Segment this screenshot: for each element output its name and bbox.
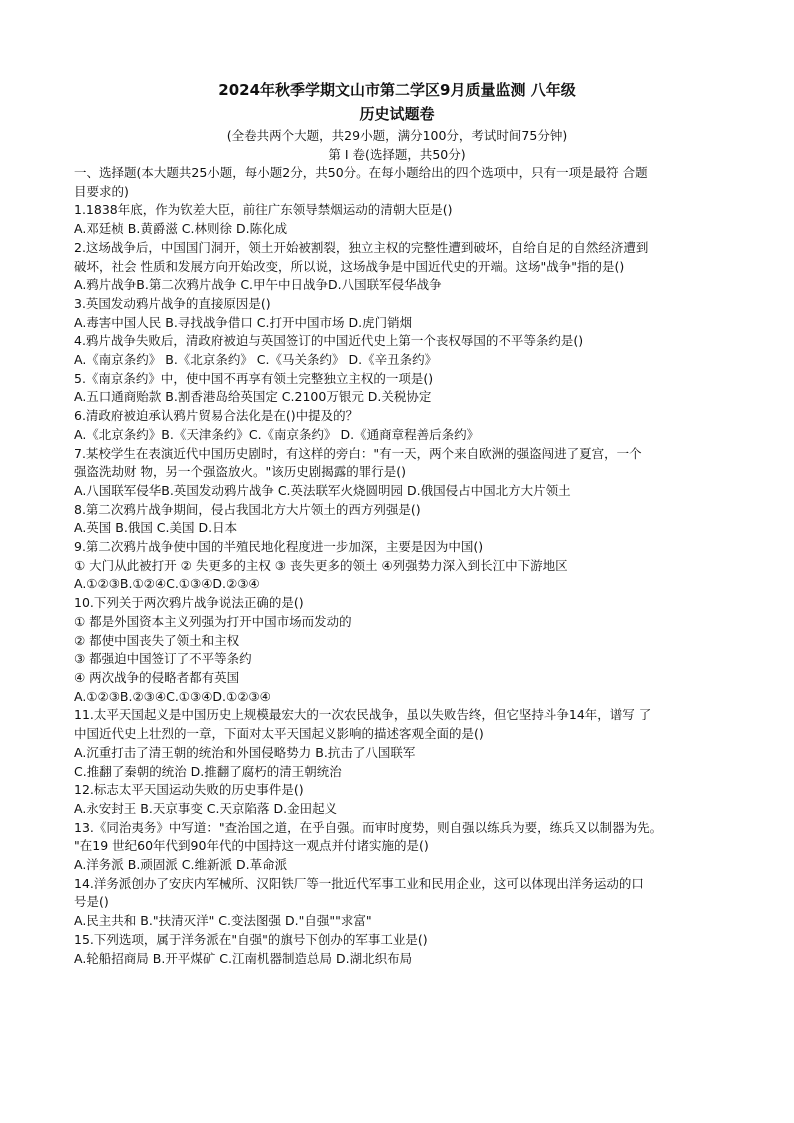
text-line: A.轮船招商局 B.开平煤矿 C.江南机器制造总局 D.湖北织布局: [74, 950, 413, 966]
text-line: A.八国联军侵华B.英国发动鸦片战争 C.英法联军火烧圆明园 D.俄国侵占中国北方大片领土: [74, 482, 571, 498]
text-line: 9.第二次鸦片战争使中国的半殖民地化程度进一步加深，主要是因为中国(): [74, 539, 484, 555]
text-line: ④ 两次战争的侵略者都有英国: [74, 669, 240, 685]
text-line: 1.1838年底，作为钦差大臣，前往广东领导禁烟运动的清朝大臣是(): [74, 202, 453, 218]
text-line: 2.这场战争后，中国国门洞开，领土开始被割裂，独立主权的完整性遭到破坏，自给自足的自然经济遭到: [74, 239, 649, 255]
text-line: 4.鸦片战争失败后，清政府被迫与英国签订的中国近代史上第一个丧权辱国的不平等条约是(): [74, 333, 584, 349]
exam-title: 2024年秋季学期文山市第二学区9月质量监测 八年级: [218, 81, 576, 99]
text-line: 目要求的): [74, 183, 129, 199]
text-line: 10.下列关于两次鸦片战争说法正确的是(): [74, 595, 304, 611]
text-line: 6.清政府被迫承认鸦片贸易合法化是在()中提及的？: [74, 408, 359, 424]
text-line: 破坏，社会 性质和发展方向开始改变，所以说，这场战争是中国近代史的开端。这场"战争"指的是(): [74, 258, 625, 274]
text-line: "在19 世纪60年代到90年代的中国持这一观点并付诸实施的是(): [74, 838, 429, 854]
text-line: 5.《南京条约》中，使中国不再享有领土完整独立主权的一项是(): [74, 370, 434, 386]
text-line: 3.英国发动鸦片战争的直接原因是(): [74, 295, 271, 311]
text-line: A.五口通商贻款 B.割香港岛给英国定 C.2100万银元 D.关税协定: [74, 389, 432, 405]
text-line: A.洋务派 B.顽固派 C.维新派 D.革命派: [74, 857, 288, 873]
text-line: ① 大门从此被打开 ② 失更多的主权 ③ 丧失更多的领土 ④列强势力深入到长江中下游地区: [74, 557, 568, 573]
text-line: 12.标志太平天国运动失败的历史事件是(): [74, 782, 304, 798]
text-line: 15.下列选项，属于洋务派在"自强"的旗号下创办的军事工业是(): [74, 931, 428, 947]
text-line: 强盗洗劫财 物，另一个强盗放火。"该历史剧揭露的罪行是(): [74, 464, 406, 480]
text-line: C.推翻了秦朝的统治 D.推翻了腐朽的清王朝统治: [74, 763, 342, 779]
text-line: A.《南京条约》 B.《北京条约》 C.《马关条约》 D.《辛丑条约》: [74, 352, 438, 368]
text-line: A.民主共和 B."扶清灭洋" C.变法图强 D."自强""求富": [74, 913, 372, 929]
text-line: 14.洋务派创办了安庆内军械所、汉阳铁厂等一批近代军事工业和民用企业，这可以体现出洋务运动的口: [74, 875, 644, 891]
text-line: A.邓廷桢 B.黄爵滋 C.林则徐 D.陈化成: [74, 221, 288, 237]
volume-heading: 第 I 卷(选择题，共50分): [328, 147, 466, 162]
text-line: ② 都使中国丧失了领土和主权: [74, 632, 240, 648]
exam-subtitle: 历史试题卷: [359, 105, 435, 123]
text-line: A.英国 B.俄国 C.美国 D.日本: [74, 520, 238, 536]
exam-header: [0, 80, 794, 164]
text-line: A.永安封王 B.天京事变 C.天京陷落 D.金田起义: [74, 800, 338, 816]
text-line: ① 都是外国资本主义列强为打开中国市场而发动的: [74, 613, 352, 629]
text-line: 13.《同治夷务》中写道："查治国之道，在乎自强。而审时度势，则自强以练兵为要，练兵又以制器为先。: [74, 819, 663, 835]
text-line: 一、选择题(本大题共25小题，每小题2分，共50分。在每小题给出的四个选项中，只有一项是最符 合题: [74, 165, 648, 180]
text-line: A.毒害中国人民 B.寻找战争借口 C.打开中国市场 D.虎门销烟: [74, 314, 413, 330]
text-line: 8.第二次鸦片战争期间，侵占我国北方大片领土的西方列强是(): [74, 501, 421, 517]
text-line: A.①②③B.①②④C.①③④D.②③④: [74, 576, 260, 592]
text-line: ③ 都强迫中国签订了不平等条约: [74, 651, 252, 667]
text-line: A.①②③B.②③④C.①③④D.①②③④: [74, 688, 271, 704]
text-line: A.《北京条约》B.《天津条约》C.《南京条约》 D.《通商章程善后条约》: [74, 426, 480, 442]
text-line: A.鸦片战争B.第二次鸦片战争 C.甲午中日战争D.八国联军侵华战争: [74, 277, 442, 293]
text-line: 11.太平天国起义是中国历史上规模最宏大的一次农民战争，虽以失败告终，但它坚持斗争14年，谱写 了: [74, 707, 652, 723]
text-line: 号是(): [74, 894, 109, 910]
exam-note: (全卷共两个大题，共29小题，满分100分，考试时间75分钟): [226, 128, 568, 143]
text-line: A.沉重打击了清王朝的统治和外国侵略势力 B.抗击了八国联军: [74, 744, 416, 760]
question-list: [74, 164, 722, 968]
text-line: 7.某校学生在表演近代中国历史剧时，有这样的旁白："有一天，两个来自欧洲的强盗闯进了夏宫，一个: [74, 445, 642, 461]
text-line: 中国近代史上壮烈的一章，下面对太平天国起义影响的描述客观全面的是(): [74, 726, 484, 742]
